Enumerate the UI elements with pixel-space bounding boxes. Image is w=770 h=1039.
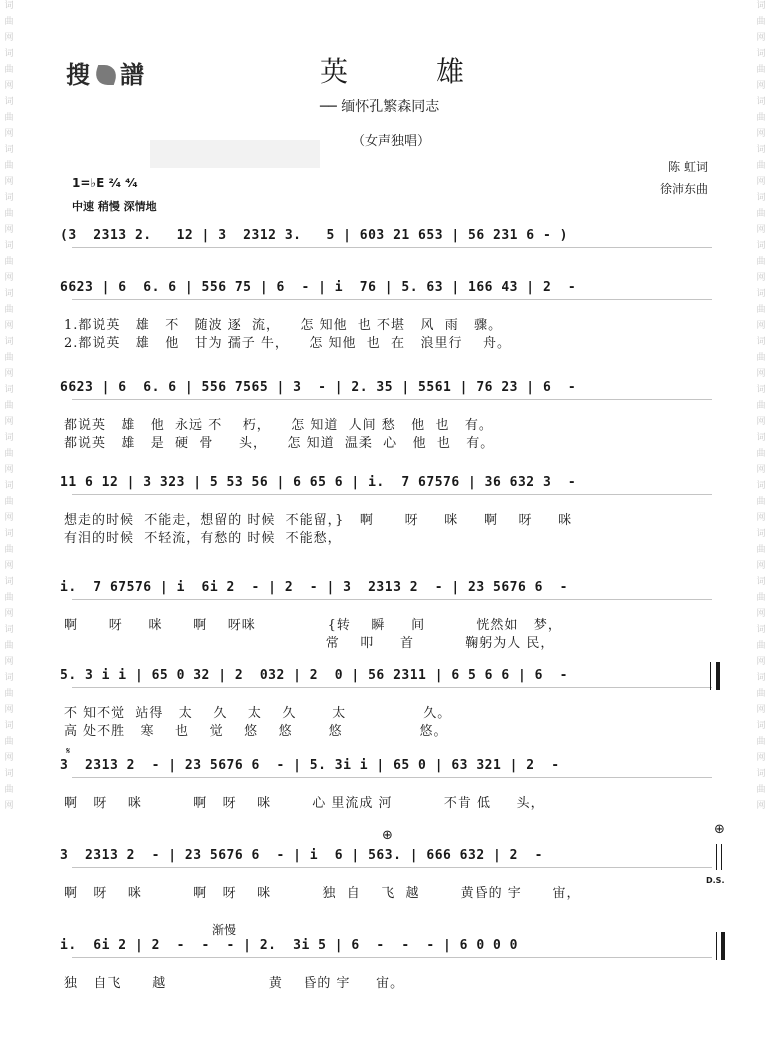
watermark-glyph: 曲 bbox=[4, 785, 14, 795]
watermark-glyph: 曲 bbox=[756, 785, 766, 795]
watermark-glyph: 词 bbox=[756, 337, 766, 347]
coda-sign-2: ⊕ bbox=[714, 822, 725, 837]
watermark-glyph: 网 bbox=[4, 609, 14, 619]
watermark-glyph: 词 bbox=[756, 49, 766, 59]
watermark-glyph: 曲 bbox=[756, 545, 766, 555]
logo-text-left: 搜 bbox=[66, 61, 92, 89]
watermark-glyph: 词 bbox=[4, 241, 14, 251]
notation-row: 6623 | 6 6. 6 | 556 7565 | 3 - | 2. 35 | 5561 | 76 23 | 6 - bbox=[60, 380, 577, 395]
lyricist-credit: 陈 虹词 bbox=[668, 160, 708, 174]
watermark-glyph: 网 bbox=[4, 177, 14, 187]
watermark-glyph: 词 bbox=[756, 145, 766, 155]
watermark-glyph: 曲 bbox=[4, 353, 14, 363]
watermark-glyph: 词 bbox=[756, 433, 766, 443]
watermark-glyph: 网 bbox=[756, 513, 766, 523]
watermark-strip-left bbox=[2, 0, 16, 1039]
notation-row: 6623 | 6 6. 6 | 556 75 | 6 - | i 76 | 5. 63 | 166 43 | 2 - bbox=[60, 280, 577, 295]
final-barline-thin bbox=[716, 932, 717, 960]
ritardando-mark: 渐慢 bbox=[212, 923, 237, 937]
tempo-marking: 中速 稍慢 深情地 bbox=[72, 200, 157, 213]
watermark-glyph: 词 bbox=[4, 1, 14, 11]
watermark-glyph: 曲 bbox=[756, 401, 766, 411]
segno-sign: 𝄋 bbox=[66, 746, 71, 757]
lyric-line-2: 常 叩 首 鞠躬为人 民， bbox=[64, 636, 555, 651]
dal-segno-mark: D.S. bbox=[706, 876, 725, 885]
lyric-line: 1.都说英 雄 不 随波 逐 流， 怎 知他 也 不堪 风 雨 骤。 bbox=[64, 318, 503, 333]
leaf-icon bbox=[92, 65, 120, 85]
repeat-barline-thick bbox=[716, 662, 720, 690]
lyric-line-2: 2.都说英 雄 他 甘为 孺子 牛， 怎 知他 也 在 浪里行 舟。 bbox=[64, 336, 511, 351]
watermark-glyph: 曲 bbox=[4, 593, 14, 603]
watermark-glyph: 词 bbox=[4, 289, 14, 299]
lyric-line: 都说英 雄 他 永远 不 朽， 怎 知道 人间 愁 他 也 有。 bbox=[64, 418, 493, 433]
watermark-glyph: 网 bbox=[756, 801, 766, 811]
beam-line bbox=[72, 867, 712, 868]
watermark-glyph: 网 bbox=[756, 465, 766, 475]
watermark-glyph: 网 bbox=[4, 657, 14, 667]
lyric-line: 独 自飞 越 黄 昏的 宇 宙。 bbox=[64, 976, 405, 991]
watermark-glyph: 曲 bbox=[4, 497, 14, 507]
watermark-glyph: 网 bbox=[4, 129, 14, 139]
watermark-glyph: 网 bbox=[4, 513, 14, 523]
watermark-glyph: 词 bbox=[756, 289, 766, 299]
watermark-glyph: 词 bbox=[4, 385, 14, 395]
lyric-line: 啊 呀 咪 啊 呀咪 {转 瞬 间 恍然如 梦， bbox=[64, 618, 562, 633]
watermark-glyph: 词 bbox=[4, 49, 14, 59]
watermark-glyph: 曲 bbox=[4, 689, 14, 699]
watermark-glyph: 曲 bbox=[4, 17, 14, 27]
watermark-glyph: 词 bbox=[4, 481, 14, 491]
beam-line bbox=[72, 957, 712, 958]
song-title: 英雄 bbox=[320, 55, 553, 88]
watermark-glyph: 词 bbox=[756, 385, 766, 395]
watermark-glyph: 曲 bbox=[4, 449, 14, 459]
watermark-glyph: 网 bbox=[756, 417, 766, 427]
beam-line bbox=[72, 247, 712, 248]
watermark-glyph: 词 bbox=[756, 97, 766, 107]
notation-row: 5. 3 i i | 65 0 32 | 2 032 | 2 0 | 56 2311 | 6 5 6 6 | 6 - bbox=[60, 668, 568, 683]
barline-thin-ds-2 bbox=[721, 844, 722, 870]
watermark-glyph: 曲 bbox=[756, 209, 766, 219]
watermark-glyph: 词 bbox=[4, 769, 14, 779]
lyric-line: 想走的时候 不能走，想留的 时候 不能留，} 啊 呀 咪 啊 呀 咪 bbox=[64, 513, 573, 528]
watermark-glyph: 曲 bbox=[756, 689, 766, 699]
lyric-line: 啊 呀 咪 啊 呀 咪 心 里流成 河 不肯 低 头， bbox=[64, 796, 545, 811]
site-logo bbox=[66, 55, 146, 90]
watermark-glyph: 网 bbox=[4, 273, 14, 283]
voice-type: （女声独唱） bbox=[352, 134, 431, 149]
watermark-glyph: 曲 bbox=[756, 641, 766, 651]
watermark-glyph: 词 bbox=[4, 145, 14, 155]
watermark-glyph: 曲 bbox=[756, 305, 766, 315]
watermark-glyph: 曲 bbox=[756, 113, 766, 123]
watermark-glyph: 词 bbox=[756, 577, 766, 587]
notation-row: i. 6i 2 | 2 - - - | 2. 3i 5 | 6 - - - | 6 0 0 0 bbox=[60, 938, 518, 953]
watermark-glyph: 词 bbox=[4, 433, 14, 443]
watermark-glyph: 词 bbox=[756, 721, 766, 731]
watermark-glyph: 网 bbox=[756, 369, 766, 379]
watermark-glyph: 网 bbox=[756, 177, 766, 187]
watermark-glyph: 曲 bbox=[4, 257, 14, 267]
coda-sign-1: ⊕ bbox=[382, 828, 393, 843]
final-barline-thick bbox=[721, 932, 725, 960]
notation-row: 3 2313 2 - | 23 5676 6 - | i 6 | 563. | 666 632 | 2 - bbox=[60, 848, 543, 863]
watermark-glyph: 词 bbox=[756, 241, 766, 251]
beam-line bbox=[72, 299, 712, 300]
lyric-line-2: 都说英 雄 是 硬 骨 头， 怎 知道 温柔 心 他 也 有。 bbox=[64, 436, 495, 451]
watermark-glyph: 曲 bbox=[4, 401, 14, 411]
beam-line bbox=[72, 494, 712, 495]
watermark-glyph: 曲 bbox=[4, 209, 14, 219]
lyric-line: 啊 呀 咪 啊 呀 咪 独 自 飞 越 黄昏的 宇 宙， bbox=[64, 886, 581, 901]
watermark-glyph: 曲 bbox=[756, 17, 766, 27]
watermark-glyph: 曲 bbox=[4, 65, 14, 75]
watermark-glyph: 网 bbox=[4, 33, 14, 43]
notation-row: 11 6 12 | 3 323 | 5 53 56 | 6 65 6 | i. 7 67576 | 36 632 3 - bbox=[60, 475, 577, 490]
song-subtitle: ── 缅怀孔繁森同志 bbox=[320, 99, 440, 115]
watermark-glyph: 曲 bbox=[4, 161, 14, 171]
watermark-glyph: 网 bbox=[756, 561, 766, 571]
watermark-strip-right bbox=[754, 0, 768, 1039]
watermark-glyph: 曲 bbox=[756, 65, 766, 75]
watermark-glyph: 网 bbox=[4, 801, 14, 811]
watermark-glyph: 网 bbox=[4, 321, 14, 331]
watermark-glyph: 网 bbox=[756, 321, 766, 331]
beam-line bbox=[72, 399, 712, 400]
watermark-glyph: 曲 bbox=[4, 113, 14, 123]
watermark-glyph: 网 bbox=[756, 657, 766, 667]
watermark-glyph: 词 bbox=[4, 97, 14, 107]
watermark-glyph: 网 bbox=[4, 561, 14, 571]
watermark-glyph: 网 bbox=[756, 81, 766, 91]
watermark-glyph: 曲 bbox=[4, 545, 14, 555]
notation-row: 3 2313 2 - | 23 5676 6 - | 5. 3i i | 65 0 | 63 321 | 2 - bbox=[60, 758, 560, 773]
beam-line bbox=[72, 777, 712, 778]
key-signature: 1=♭E ²⁄₄ ⁴⁄₄ bbox=[72, 176, 138, 190]
watermark-glyph: 词 bbox=[756, 769, 766, 779]
watermark-glyph: 词 bbox=[756, 193, 766, 203]
watermark-glyph: 网 bbox=[4, 81, 14, 91]
watermark-glyph: 词 bbox=[756, 529, 766, 539]
watermark-glyph: 词 bbox=[4, 337, 14, 347]
watermark-glyph: 曲 bbox=[756, 161, 766, 171]
watermark-glyph: 词 bbox=[4, 721, 14, 731]
watermark-glyph: 词 bbox=[4, 673, 14, 683]
beam-line bbox=[72, 687, 712, 688]
lyric-line: 不 知不觉 站得 太 久 太 久 太 久。 bbox=[64, 706, 452, 721]
watermark-glyph: 曲 bbox=[756, 353, 766, 363]
watermark-glyph: 词 bbox=[756, 625, 766, 635]
watermark-glyph: 词 bbox=[4, 577, 14, 587]
watermark-glyph: 网 bbox=[4, 417, 14, 427]
watermark-glyph: 网 bbox=[4, 225, 14, 235]
repeat-barline-thin bbox=[710, 662, 711, 690]
beam-line bbox=[72, 599, 712, 600]
composer-credit: 徐沛东曲 bbox=[659, 182, 708, 196]
watermark-glyph: 曲 bbox=[756, 593, 766, 603]
notation-row: i. 7 67576 | i 6i 2 - | 2 - | 3 2313 2 - | 23 5676 6 - bbox=[60, 580, 568, 595]
watermark-glyph: 词 bbox=[4, 193, 14, 203]
watermark-glyph: 词 bbox=[4, 529, 14, 539]
watermark-glyph: 网 bbox=[756, 33, 766, 43]
watermark-glyph: 词 bbox=[756, 673, 766, 683]
logo-text-right: 譜 bbox=[120, 61, 146, 89]
lyric-line-2: 高 处不胜 寒 也 觉 悠 悠 悠 悠。 bbox=[64, 724, 448, 739]
watermark-glyph: 词 bbox=[4, 625, 14, 635]
watermark-glyph: 曲 bbox=[4, 737, 14, 747]
watermark-glyph: 网 bbox=[4, 753, 14, 763]
watermark-glyph: 曲 bbox=[756, 449, 766, 459]
watermark-glyph: 曲 bbox=[756, 497, 766, 507]
watermark-glyph: 曲 bbox=[4, 641, 14, 651]
watermark-glyph: 网 bbox=[756, 129, 766, 139]
watermark-glyph: 网 bbox=[756, 705, 766, 715]
watermark-glyph: 曲 bbox=[756, 737, 766, 747]
watermark-glyph: 词 bbox=[756, 481, 766, 491]
watermark-glyph: 网 bbox=[4, 465, 14, 475]
barline-thin-ds bbox=[716, 844, 717, 870]
watermark-glyph: 网 bbox=[4, 705, 14, 715]
watermark-glyph: 网 bbox=[756, 609, 766, 619]
watermark-glyph: 网 bbox=[756, 753, 766, 763]
watermark-glyph: 曲 bbox=[4, 305, 14, 315]
watermark-glyph: 网 bbox=[756, 273, 766, 283]
lyric-line-2: 有泪的时候 不轻流，有愁的 时候 不能愁， bbox=[64, 531, 342, 546]
notation-row: (3 2313 2. 12 | 3 2312 3. 5 | 603 21 653 | 56 231 6 - ) bbox=[60, 228, 568, 243]
watermark-glyph: 网 bbox=[756, 225, 766, 235]
watermark-glyph: 网 bbox=[4, 369, 14, 379]
faded-watermark bbox=[150, 140, 320, 168]
watermark-glyph: 曲 bbox=[756, 257, 766, 267]
watermark-glyph: 词 bbox=[756, 1, 766, 11]
